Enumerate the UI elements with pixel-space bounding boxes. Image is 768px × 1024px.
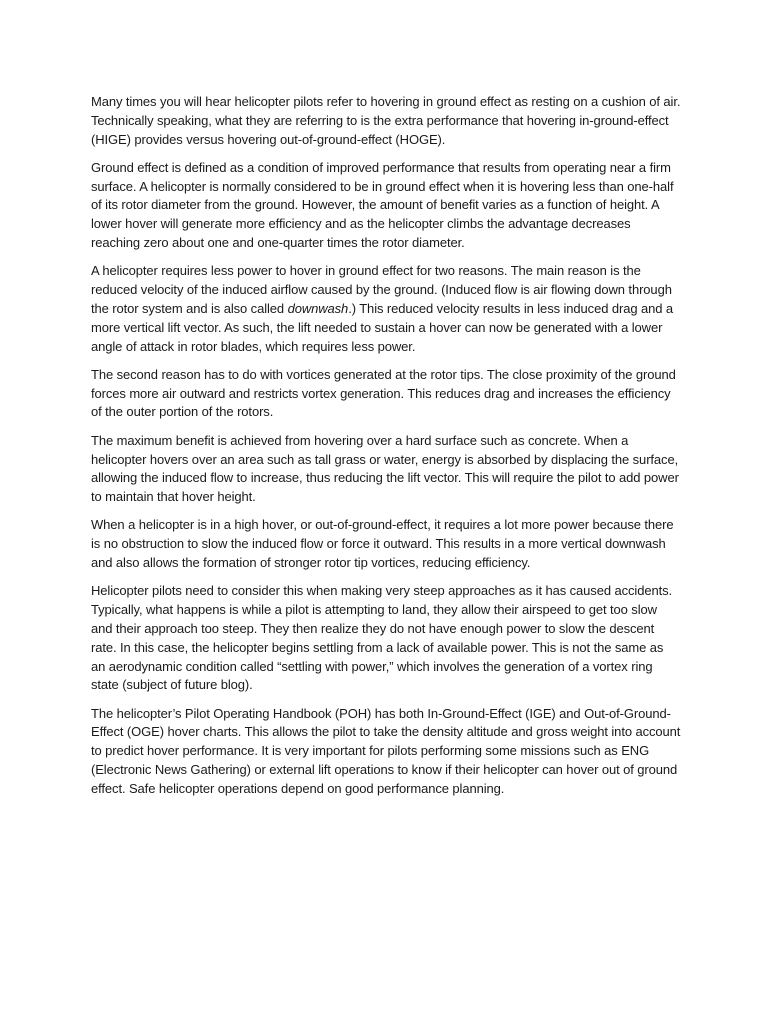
paragraph-induced-flow <box>91 262 681 356</box>
paragraph-hover-charts: The helicopter’s Pilot Operating Handbook (POH) has both In-Ground-Effect (IGE) and Out-of-Ground-Effect (OGE) hover charts. This allows the pilot to take the density altitude and gross weight into account to predict hover performance. It is very important for pilots performing some missions such as ENG (Electronic News Gathering) or external lift operations to know if their helicopter can hover out of ground effect. Safe helicopter operations depend on good performance planning. <box>91 705 681 796</box>
paragraph-ground-effect-definition: Ground effect is defined as a condition of improved performance that results from operating near a firm surface. A helicopter is normally considered to be in ground effect when it is hovering less than one-half of its rotor diameter from the ground. However, the amount of benefit varies as a function of height. A lower hover will generate more efficiency and as the helicopter climbs the advantage decreases reaching zero about one and one-quarter times the rotor diameter. <box>91 159 674 251</box>
paragraph-steep-approaches: Helicopter pilots need to consider this when making very steep approaches as it has caused accidents. Typically, what happens is while a pilot is attempting to land, they allow their airspeed to get too slow and their approach too steep. They then realize they do not have enough power to slow the descent rate. In this case, the helicopter begins settling from a lack of available power. This is not the same as an aerodynamic condition called “settling with power,” which involves the generation of a vortex ring state (subject of future blog). <box>91 583 673 693</box>
paragraph-intro: Many times you will hear helicopter pilots refer to hovering in ground effect as resting on a cushion of air. Technically speaking, what they are referring to is the extra performance that hovering in-ground-effect (HIGE) provides versus hovering out-of-ground-effect (HOGE). <box>91 94 681 147</box>
paragraph-surface-benefit: The maximum benefit is achieved from hovering over a hard surface such as concrete. When a helicopter hovers over an area such as tall grass or water, energy is absorbed by displacing the surface, allowing the induced flow to increase, thus reducing the lift vector. This will require the pilot to add power to maintain that hover height. <box>91 432 679 505</box>
document-page <box>91 93 681 808</box>
paragraph-induced-flow-text-end: .) This reduced velocity results in less induced drag and a more vertical lift vector. As such, the lift needed to sustain a hover can now be generated with a lower angle of attack in rotor blades, which requires less power. <box>91 300 674 354</box>
paragraph-high-hover: When a helicopter is in a high hover, or out-of-ground-effect, it requires a lot more power because there is no obstruction to slow the induced flow or force it outward. This results in a more vertical downwash and also allows the formation of stronger rotor tip vortices, reducing efficiency. <box>91 517 674 571</box>
downwash-term: downwash <box>287 300 349 316</box>
paragraph-rotor-tip-vortices: The second reason has to do with vortices generated at the rotor tips. The close proximity of the ground forces more air outward and restricts vortex generation. This reduces drag and increases the efficiency of the outer portion of the rotors. <box>91 366 676 420</box>
paragraph-induced-flow-text-start: A helicopter requires less power to hover in ground effect for two reasons. The main reason is the reduced velocity of the induced airflow caused by the ground. (Induced flow is air flowing down through the rotor system and is also called <box>91 263 672 316</box>
